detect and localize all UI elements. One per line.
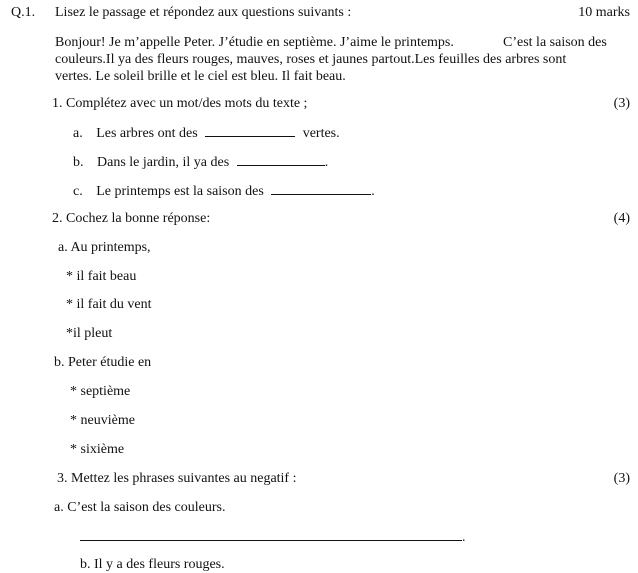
section3-title: 3. Mettez les phrases suivantes au negatif : <box>57 471 297 486</box>
answer-blank[interactable] <box>205 124 295 137</box>
section2-title: 2. Cochez la bonne réponse: <box>52 211 211 226</box>
passage-line-1a: Bonjour! Je m’appelle Peter. J’étudie en septième. J’aime le printemps. <box>55 35 454 50</box>
item-text-after: . <box>324 155 329 170</box>
passage <box>55 34 627 85</box>
section1-title: 1. Complétez avec un mot/des mots du texte ; <box>52 96 308 111</box>
question-number: Q.1. <box>11 5 36 20</box>
option-il-fait-beau[interactable]: * il fait beau <box>66 269 137 284</box>
section3-answer-line-a <box>80 528 466 546</box>
passage-line-2: couleurs.Il ya des fleurs rouges, mauves, roses et jaunes partout.Les feuilles des arbres sont <box>55 52 567 67</box>
option-sixieme[interactable]: * sixième <box>70 442 125 457</box>
passage-line-1b: C’est la saison des <box>503 35 607 50</box>
option-il-pleut[interactable]: *il pleut <box>66 326 113 341</box>
section1-item-b <box>73 153 328 171</box>
option-neuvieme[interactable]: * neuvième <box>70 413 135 428</box>
item-text-before: Le printemps est la saison des <box>96 184 264 199</box>
section3-item-b: b. Il y a des fleurs rouges. <box>80 557 225 572</box>
answer-blank[interactable] <box>80 528 462 541</box>
section1-item-a <box>73 124 340 142</box>
item-text-after: . <box>371 184 375 199</box>
answer-blank[interactable] <box>237 153 325 166</box>
item-text-after: vertes. <box>302 126 340 141</box>
answer-blank[interactable] <box>271 182 371 195</box>
question-a-prompt: a. Au printemps, <box>58 240 151 255</box>
question-marks: 10 marks <box>578 5 630 20</box>
section3-item-a: a. C’est la saison des couleurs. <box>54 500 226 515</box>
section3-points: (3) <box>613 471 630 486</box>
item-label: b. <box>73 155 84 170</box>
option-il-fait-du-vent[interactable]: * il fait du vent <box>66 297 152 312</box>
section1-item-c <box>73 182 375 200</box>
section1-points: (3) <box>613 96 630 111</box>
item-text-before: Les arbres ont des <box>96 126 198 141</box>
passage-line-3: vertes. Le soleil brille et le ciel est bleu. Il fait beau. <box>55 69 346 84</box>
option-septieme[interactable]: * septième <box>70 384 131 399</box>
question-b-prompt: b. Peter étudie en <box>54 355 152 370</box>
item-label: c. <box>73 184 83 199</box>
item-text-before: Dans le jardin, il ya des <box>97 155 230 170</box>
item-label: a. <box>73 126 83 141</box>
section2-points: (4) <box>613 211 630 226</box>
answer-dot: . <box>462 530 466 545</box>
question-instruction: Lisez le passage et répondez aux questions suivants : <box>55 5 352 20</box>
